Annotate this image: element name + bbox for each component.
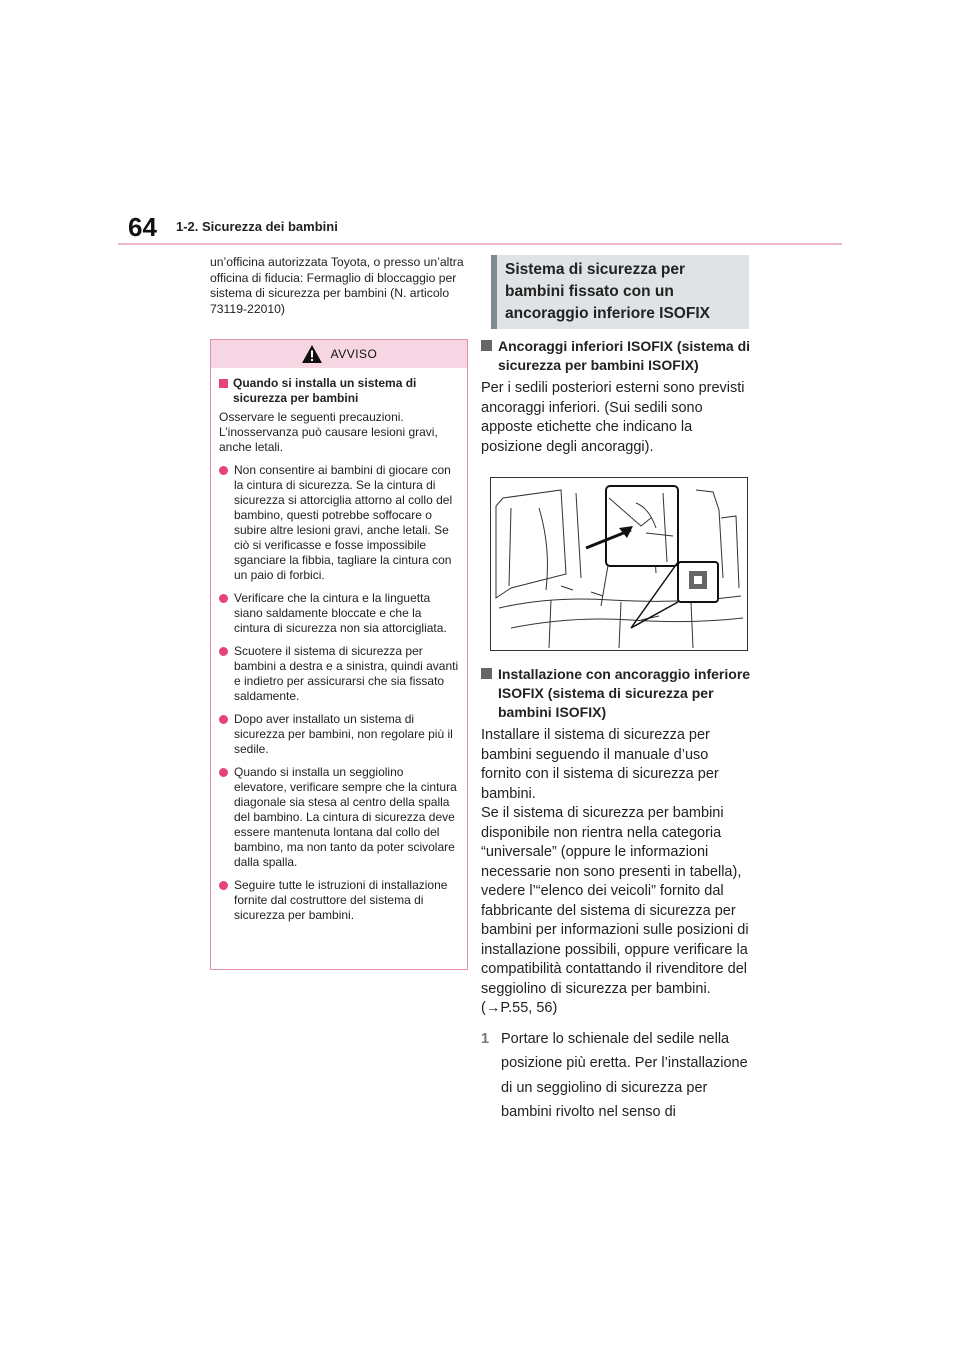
- step-number: 1: [481, 1030, 490, 1047]
- warning-item-text: Quando si installa un seggiolino elevatore, verificare sempre che la cintura diagonale sia stesa al centro della spalla del bambino. La cintura di sicurezza deve essere mantenuta lontana dal collo del bambino, ma non tanto da poter scivolare dalla spalla.: [234, 765, 457, 869]
- left-column: [210, 255, 470, 317]
- intro-paragraph: un’officina autorizzata Toyota, o presso un’altra officina di fiducia: Fermaglio di bloccaggio per sistema di sicurezza per bambini (N. articolo 73119-22010): [210, 255, 464, 316]
- isofix-seat-illustration: [490, 477, 748, 651]
- warning-heading-text: Quando si installa un sistema di sicurezza per bambini: [233, 376, 417, 405]
- circle-bullet-icon: [219, 768, 228, 777]
- section-title: 1-2. Sicurezza dei bambini: [176, 219, 338, 234]
- warning-triangle-icon: [301, 344, 323, 364]
- warning-item: [219, 878, 459, 923]
- warning-title: AVVISO: [330, 347, 378, 361]
- warning-item: [219, 644, 459, 704]
- subheading-text: Ancoraggi inferiori ISOFIX (sistema di sicurezza per bambini ISOFIX): [498, 338, 751, 373]
- section-header-box: [491, 255, 749, 329]
- install-paragraph-b: Se il sistema di sicurezza per bambini disponibile non rientra nella categoria “universale” (oppure le informazioni necessarie non sono presenti in tabella), vedere l’“elenco dei veicoli” fornito dal fabbricante del sistema di sicurezza per bambini per informazioni sulle posizioni di installazione possibili, oppure verificare la compatibilità contattando il rivenditore del seggiolino di sicurezza per bambini. (→P.55, 56): [481, 805, 749, 1016]
- warning-item: [219, 591, 459, 636]
- circle-bullet-icon: [219, 647, 228, 656]
- subheading-text: Installazione con ancoraggio inferiore ISOFIX (sistema di sicurezza per bambini ISOFIX): [498, 666, 751, 720]
- anchors-paragraph: Per i sedili posteriori esterni sono previsti ancoraggi inferiori. (Sui sedili sono apposte etichette che indicano la posizione degli ancoraggi).: [481, 380, 745, 455]
- warning-item: [219, 712, 459, 757]
- square-bullet-icon: [219, 379, 228, 388]
- warning-header: [211, 340, 467, 368]
- warning-item-text: Scuotere il sistema di sicurezza per bambini a destra e a sinistra, quindi avanti e indietro per assicurarsi che sia fissato saldamente.: [234, 644, 459, 703]
- warning-item-text: Verificare che la cintura e la linguetta siano saldamente bloccate e che la cintura di sicurezza non sia attorcigliata.: [234, 591, 447, 635]
- step-text: Portare lo schienale del sedile nella posizione più eretta. Per l’installazione di un seggiolino di sicurezza per bambini rivolto nel senso di: [501, 1030, 748, 1120]
- warning-box: [210, 339, 468, 970]
- install-paragraph-a: Installare il sistema di sicurezza per bambini seguendo il manuale d’uso fornito con il sistema di sicurezza per bambini.: [481, 727, 719, 802]
- circle-bullet-icon: [219, 594, 228, 603]
- warning-item: [219, 765, 459, 870]
- warning-item-text: Non consentire ai bambini di giocare con la cintura di sicurezza. Se la cintura di sicurezza si attorciglia attorno al collo del bambino, questi potrebbe soffocare o subire altre lesioni gravi, anche letali. Se ciò si verificasse e fosse impossibile sganciare la fibbia, tagliare la cintura con un paio di forbici.: [234, 463, 453, 582]
- step-1: [481, 1027, 751, 1125]
- header-divider: [118, 243, 842, 245]
- warning-item: [219, 463, 459, 583]
- subheading-isofix-install: [481, 665, 751, 722]
- square-bullet-icon: [481, 340, 492, 351]
- warning-item-text: Seguire tutte le istruzioni di installazione fornite dal costruttore del sistema di sicurezza per bambini.: [234, 878, 448, 922]
- warning-intro: Osservare le seguenti precauzioni. L’inosservanza può causare lesioni gravi, anche letali.: [219, 410, 438, 454]
- circle-bullet-icon: [219, 715, 228, 724]
- page-number: 64: [128, 212, 157, 242]
- warning-heading: [219, 376, 459, 406]
- right-column: [481, 337, 751, 1125]
- warning-item-text: Dopo aver installato un sistema di sicurezza per bambini, non regolare più il sedile.: [234, 712, 453, 756]
- circle-bullet-icon: [219, 881, 228, 890]
- square-bullet-icon: [481, 668, 492, 679]
- subheading-isofix-anchors: [481, 337, 751, 375]
- circle-bullet-icon: [219, 466, 228, 475]
- rear-seat-drawing: [491, 478, 747, 650]
- warning-body: [211, 368, 467, 923]
- section-header-title: Sistema di sicurezza per bambini fissato con un ancoraggio inferiore ISOFIX: [505, 261, 710, 322]
